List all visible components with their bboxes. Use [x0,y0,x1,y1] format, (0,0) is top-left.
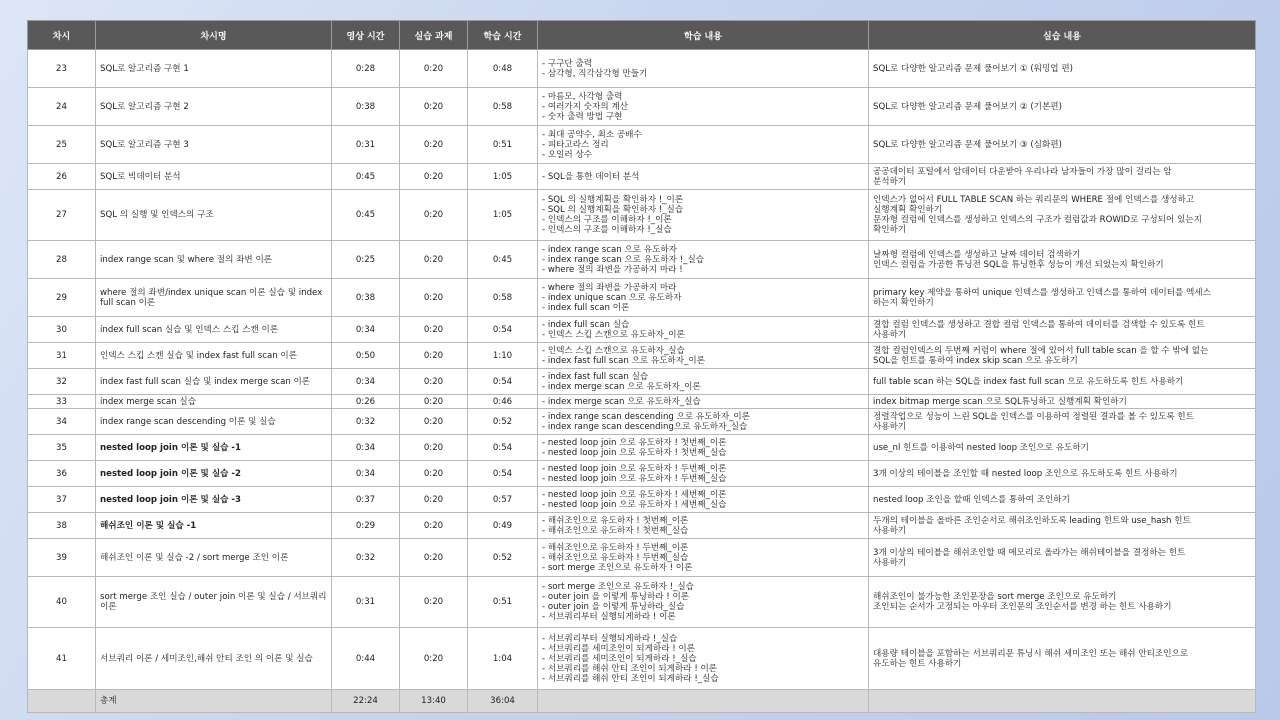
practice-content [869,279,1256,317]
practice-content-line: 해쉬조인이 불가능한 조인문장을 sort merge 조인으로 유도하기 [873,592,1117,602]
practice-content [869,461,1256,487]
practice-content [869,88,1256,126]
table-row [28,409,1256,435]
practice-content-line: 사용하기 [873,329,907,340]
session-name: index full scan 실습 및 인덱스 스킵 스캔 이론 [96,317,332,343]
total-empty-cell [538,690,869,713]
practice-content [869,628,1256,690]
session-name: SQL로 빅데이터 분석 [96,164,332,190]
study-time: 1:05 [468,190,538,241]
study-content-line: - 서브쿼리를 해쉬 안티 조인이 되게하라 !_실습 [542,673,719,684]
study-time: 0:48 [468,50,538,88]
practice-task-time: 0:20 [400,190,468,241]
table-row [28,279,1256,317]
practice-content-line: 3개 이상의 테이블을 조인할 때 nested loop 조인으로 유도하도록 힌트 사용하기 [873,468,1178,479]
practice-content-line: use_nl 힌트를 이용하여 nested loop 조인으로 유도하기 [873,442,1089,453]
study-content [538,577,869,628]
practice-content-line: 확인하기 [873,225,907,235]
table-row [28,577,1256,628]
practice-content [869,343,1256,369]
practice-task-time: 0:20 [400,343,468,369]
practice-content-line: index bitmap merge scan 으로 SQL튜닝하고 실행계획 확인하기 [873,396,1127,407]
practice-content [869,369,1256,395]
study-time: 0:54 [468,317,538,343]
session-name: 해쉬조인 이론 및 실습 -2 / sort merge 조인 이론 [96,539,332,577]
study-content-line: - index unique scan 으로 유도하자 [542,292,682,303]
practice-content [869,395,1256,409]
video-time: 0:37 [332,487,400,513]
practice-content-line: 날짜형 컬럼에 인덱스를 생성하고 날짜 데이터 검색하기 [873,249,1081,260]
practice-task-time: 0:20 [400,50,468,88]
video-time: 0:34 [332,435,400,461]
practice-task-time: 0:20 [400,487,468,513]
practice-task-time: 0:20 [400,88,468,126]
session-no: 41 [28,628,96,690]
practice-content [869,317,1256,343]
practice-content-line: 정렬작업으로 성능이 느린 SQL을 인덱스를 이용하여 정렬된 결과를 볼 수 있도록 힌트 [873,411,1195,422]
session-no: 27 [28,190,96,241]
session-name: 해쉬조인 이론 및 실습 -1 [96,513,332,539]
practice-content-line: 실행계획 확인하기 [873,205,943,215]
session-no: 40 [28,577,96,628]
header-video-time: 영상 시간 [332,21,400,50]
practice-content [869,513,1256,539]
study-content-line: - index merge scan 으로 유도하자_실습 [542,396,701,407]
practice-content-line: full table scan 하는 SQL을 index fast full scan 으로 유도하도록 힌트 사용하기 [873,376,1184,387]
table-row [28,369,1256,395]
session-no: 25 [28,126,96,164]
video-time: 0:31 [332,577,400,628]
study-content-line: - index fast full scan 으로 유도하자_이론 [542,355,706,366]
practice-content [869,126,1256,164]
session-name: SQL로 알고리즘 구현 3 [96,126,332,164]
session-name: 서브쿼리 이론 / 세미조인,해쉬 안티 조인 의 이론 및 실습 [96,628,332,690]
session-no: 38 [28,513,96,539]
curriculum-table [27,20,1256,713]
study-content-line: - index fast full scan 실습 [542,371,649,382]
practice-content-line: 인덱스가 없어서 FULL TABLE SCAN 하는 쿼리문의 WHERE 절에 인덱스를 생성하고 [873,195,1195,205]
header-practice-content: 실습 내용 [869,21,1256,50]
total-empty-cell [869,690,1256,713]
practice-task-time: 0:20 [400,126,468,164]
practice-task-time: 0:20 [400,539,468,577]
table-body [28,50,1256,690]
study-time: 0:58 [468,88,538,126]
study-content [538,369,869,395]
practice-task-time: 0:20 [400,395,468,409]
study-content-line: - 최대 공약수, 최소 공배수 [542,129,642,140]
study-time: 0:51 [468,577,538,628]
session-name: SQL로 알고리즘 구현 2 [96,88,332,126]
study-content-line: - 인덱스의 구조를 이해하자 !_이론 [542,215,672,225]
session-name: index range scan 및 where 절의 좌변 이론 [96,241,332,279]
practice-content [869,539,1256,577]
header-practice-task: 실습 과제 [400,21,468,50]
session-no: 32 [28,369,96,395]
study-time: 0:54 [468,435,538,461]
study-time: 1:05 [468,164,538,190]
study-content [538,279,869,317]
study-content [538,628,869,690]
practice-content-line: SQL로 다양한 알고리즘 문제 풀어보기 ③ (심화편) [873,139,1062,150]
study-content [538,395,869,409]
session-no: 34 [28,409,96,435]
video-time: 0:38 [332,88,400,126]
total-label: 총계 [96,690,332,713]
session-no: 30 [28,317,96,343]
header-session-name: 차시명 [96,21,332,50]
study-content [538,241,869,279]
practice-content-line: 공공데이터 포털에서 암데이터 다운받아 우리나라 남자들이 가장 많이 걸리는 암 [873,166,1172,177]
video-time: 0:50 [332,343,400,369]
session-name: 인덱스 스킵 스캔 실습 및 index fast full scan 이론 [96,343,332,369]
study-content-line: - sort merge 조인으로 유도하자 !_실습 [542,582,694,592]
study-content-line: - 마름모, 사각형 출력 [542,91,623,102]
video-time: 0:44 [332,628,400,690]
study-content [538,50,869,88]
study-content-line: - 숫자 출력 방법 구현 [542,111,623,122]
video-time: 0:31 [332,126,400,164]
study-content-line: - 구구단 출력 [542,58,593,69]
session-name: index fast full scan 실습 및 index merge scan 이론 [96,369,332,395]
study-content [538,88,869,126]
practice-task-time: 0:20 [400,279,468,317]
table-row [28,539,1256,577]
study-content-line: - 인덱스 스킵 스캔으로 유도하자_실습 [542,345,685,356]
video-time: 0:32 [332,409,400,435]
study-content [538,539,869,577]
study-content [538,317,869,343]
practice-content-line: 분석하기 [873,176,907,187]
practice-content [869,577,1256,628]
study-content [538,190,869,241]
video-time: 0:34 [332,317,400,343]
practice-content [869,435,1256,461]
study-content-line: - index full scan 실습 [542,319,630,330]
study-content-line: - nested loop join 으로 유도하자 ! 두번째_이론 [542,463,727,474]
video-time: 0:34 [332,369,400,395]
video-time: 0:34 [332,461,400,487]
video-time: 0:32 [332,539,400,577]
study-content-line: - SQL 의 실행계획을 확인하자 !_실습 [542,205,684,215]
table-row [28,317,1256,343]
session-name: sort merge 조인 실습 / outer join 이론 및 실습 / 서브쿼리 이론 [96,577,332,628]
practice-task-time: 0:20 [400,577,468,628]
total-row [28,690,1256,713]
study-content-line: - 여러가지 숫자의 계산 [542,101,629,112]
practice-content [869,409,1256,435]
study-time: 0:58 [468,279,538,317]
study-time: 0:49 [468,513,538,539]
total-practice-task: 13:40 [400,690,468,713]
practice-task-time: 0:20 [400,164,468,190]
study-content-line: - where 절의 좌변을 가공하지 마라 [542,282,677,293]
study-content-line: - nested loop join 으로 유도하자 ! 첫번째_이론 [542,437,727,448]
table-row [28,395,1256,409]
study-time: 1:04 [468,628,538,690]
session-no: 37 [28,487,96,513]
practice-content-line: 사용하기 [873,557,907,568]
total-study-time: 36:04 [468,690,538,713]
study-content [538,461,869,487]
study-content-line: - nested loop join 으로 유도하자 ! 두번째_실습 [542,473,727,484]
study-content-line: - index merge scan 으로 유도하자_이론 [542,381,701,392]
session-name: SQL 의 실행 및 인덱스의 구조 [96,190,332,241]
study-content-line: - 서브쿼리를 해쉬 안티 조인이 되게하라 ! 이론 [542,663,718,674]
session-no: 33 [28,395,96,409]
total-empty-cell [28,690,96,713]
practice-content-line: 하는지 확인하기 [873,297,934,308]
study-content-line: - 해쉬조인으로 유도하자 ! 첫번째_실습 [542,525,689,536]
practice-content-line: 인덱스 컬럼을 가공한 튜닝전 SQL을 튜닝한후 성능이 개선 되었는지 확인하기 [873,259,1164,270]
practice-content-line: 결합 컬럼인덱스의 두번째 커럼이 where 절에 있어서 full table scan 을 할 수 밖에 없는 [873,345,1209,356]
session-name: nested loop join 이론 및 실습 -1 [96,435,332,461]
study-content [538,343,869,369]
practice-content [869,190,1256,241]
practice-content-line: 유도하는 힌트 사용하기 [873,658,962,669]
session-name: where 절의 좌변/index unique scan 이론 실습 및 index full scan 이론 [96,279,332,317]
practice-content-line: 사용하기 [873,421,907,432]
study-content-line: - outer join 을 이렇게 튜닝하라 ! 이론 [542,592,690,602]
practice-content [869,241,1256,279]
study-content [538,126,869,164]
table-row [28,164,1256,190]
study-content-line: - 인덱스 스킵 스캔으로 유도하자_이론 [542,329,685,340]
study-time: 0:46 [468,395,538,409]
session-no: 28 [28,241,96,279]
study-content-line: - index full scan 이론 [542,302,630,313]
study-time: 0:52 [468,409,538,435]
study-content-line: - index range scan 으로 유도하자 !_실습 [542,254,705,265]
study-content-line: - 서브쿼리부터 실행되게하라 ! 이론 [542,612,676,622]
table-row [28,126,1256,164]
table-row [28,513,1256,539]
study-content-line: - 서브쿼리를 세미조인이 되게하라 ! 이론 [542,643,696,654]
practice-content-line: SQL로 다양한 알고리즘 문제 풀어보기 ① (워밍업 편) [873,63,1073,74]
table-row [28,487,1256,513]
table-row [28,435,1256,461]
header-row [28,21,1256,50]
session-name: index merge scan 실습 [96,395,332,409]
study-content-line: - 서브쿼리부터 실행되게하라 !_실습 [542,633,678,644]
study-content [538,164,869,190]
study-content-line: - 피타고라스 정리 [542,139,609,150]
session-name: nested loop join 이론 및 실습 -3 [96,487,332,513]
header-session-no: 차시 [28,21,96,50]
study-content-line: - SQL을 통한 데이터 분석 [542,171,640,182]
table-row [28,628,1256,690]
study-time: 0:57 [468,487,538,513]
practice-content [869,50,1256,88]
practice-content-line: primary key 제약을 통하여 unique 인덱스를 생성하고 인덱스를 통하여 데이터를 엑세스 [873,287,1211,298]
session-no: 35 [28,435,96,461]
practice-content-line: SQL로 다양한 알고리즘 문제 풀어보기 ② (기본편) [873,101,1062,112]
session-no: 23 [28,50,96,88]
practice-content-line: 대용량 테이블을 포함하는 서브쿼리문 튜닝시 해쉬 세미조인 또는 해쉬 안티조인으로 [873,648,1189,659]
practice-task-time: 0:20 [400,435,468,461]
session-no: 36 [28,461,96,487]
study-content-line: - outer join 을 이렇게 튜닝하라_실습 [542,602,685,612]
study-time: 0:45 [468,241,538,279]
study-content-line: - index range scan 으로 유도하자 [542,244,677,255]
table-row [28,88,1256,126]
table-row [28,241,1256,279]
table-row [28,50,1256,88]
video-time: 0:45 [332,190,400,241]
study-content-line: - 해쉬조인으로 유도하자 ! 첫번째_이론 [542,515,689,526]
practice-content-line: 결합 컬럼 인덱스를 생성하고 결합 컬럼 인덱스를 통하여 데이터를 검색할 수 있도록 힌트 [873,319,1205,330]
video-time: 0:25 [332,241,400,279]
practice-task-time: 0:20 [400,241,468,279]
table-row [28,343,1256,369]
study-content-line: - SQL 의 실행계획을 확인하자 !_이론 [542,195,684,205]
header-study-time: 학습 시간 [468,21,538,50]
practice-task-time: 0:20 [400,369,468,395]
table-row [28,461,1256,487]
study-content-line: - nested loop join 으로 유도하자 ! 첫번째_실습 [542,447,727,458]
session-no: 29 [28,279,96,317]
study-content-line: - sort merge 조인으로 유도하자 ! 이론 [542,562,693,573]
header-study-content: 학습 내용 [538,21,869,50]
table-row [28,190,1256,241]
video-time: 0:29 [332,513,400,539]
practice-content [869,487,1256,513]
curriculum-table-container [27,20,1255,713]
study-content-line: - nested loop join 으로 유도하자 ! 세번째_이론 [542,489,727,500]
session-name: nested loop join 이론 및 실습 -2 [96,461,332,487]
study-content-line: - 해쉬조인으로 유도하자 ! 두번째_이론 [542,542,689,553]
study-content [538,513,869,539]
total-video-time: 22:24 [332,690,400,713]
practice-content-line: SQL을 힌트를 통하여 index skip scan 으로 유도하기 [873,355,1078,366]
video-time: 0:26 [332,395,400,409]
session-no: 24 [28,88,96,126]
study-time: 0:52 [468,539,538,577]
practice-task-time: 0:20 [400,461,468,487]
study-content-line: - index range scan descending으로 유도하자_실습 [542,421,748,432]
practice-task-time: 0:20 [400,628,468,690]
study-time: 0:51 [468,126,538,164]
study-content-line: - nested loop join 으로 유도하자 ! 세번째_실습 [542,499,727,510]
study-content [538,487,869,513]
practice-content-line: 두개의 테이블을 올바른 조인순서로 해쉬조인하도록 leading 힌트와 use_hash 힌트 [873,515,1191,526]
video-time: 0:45 [332,164,400,190]
practice-task-time: 0:20 [400,513,468,539]
video-time: 0:28 [332,50,400,88]
practice-task-time: 0:20 [400,317,468,343]
study-content-line: - index range scan descending 으로 유도하자_이론 [542,411,751,422]
session-no: 26 [28,164,96,190]
session-name: SQL로 알고리즘 구현 1 [96,50,332,88]
study-content [538,409,869,435]
practice-content-line: 문자형 컬럼에 인덱스를 생성하고 인덱스의 구조가 컬럼값과 ROWID로 구성되어 있는지 [873,215,1202,225]
study-content-line: - where 절의 좌변을 가공하지 마라 ! [542,264,683,275]
session-no: 31 [28,343,96,369]
study-content [538,435,869,461]
video-time: 0:38 [332,279,400,317]
study-content-line: - 오일러 상수 [542,149,593,160]
practice-content-line: 3개 이상의 테이블을 해쉬조인할 때 메모리로 올라가는 해쉬테이블을 결정하는 힌트 [873,547,1186,558]
study-content-line: - 삼각형, 직각삼각형 만들기 [542,68,648,79]
study-content-line: - 서브쿼리를 세미조인이 되게하라 !_실습 [542,653,697,664]
study-time: 1:10 [468,343,538,369]
study-time: 0:54 [468,369,538,395]
practice-content-line: nested loop 조인을 할때 인덱스를 통하여 조인하기 [873,494,1070,505]
study-content-line: - 해쉬조인으로 유도하자 ! 두번째_실습 [542,552,689,563]
practice-task-time: 0:20 [400,409,468,435]
practice-content [869,164,1256,190]
study-time: 0:54 [468,461,538,487]
practice-content-line: 조인되는 순서가 고정되는 아우터 조인문의 조인순서를 변경 하는 힌트 사용하기 [873,602,1172,612]
session-no: 39 [28,539,96,577]
practice-content-line: 사용하기 [873,525,907,536]
study-content-line: - 인덱스의 구조를 이해하자 !_실습 [542,225,672,235]
session-name: index range scan descending 이론 및 실습 [96,409,332,435]
